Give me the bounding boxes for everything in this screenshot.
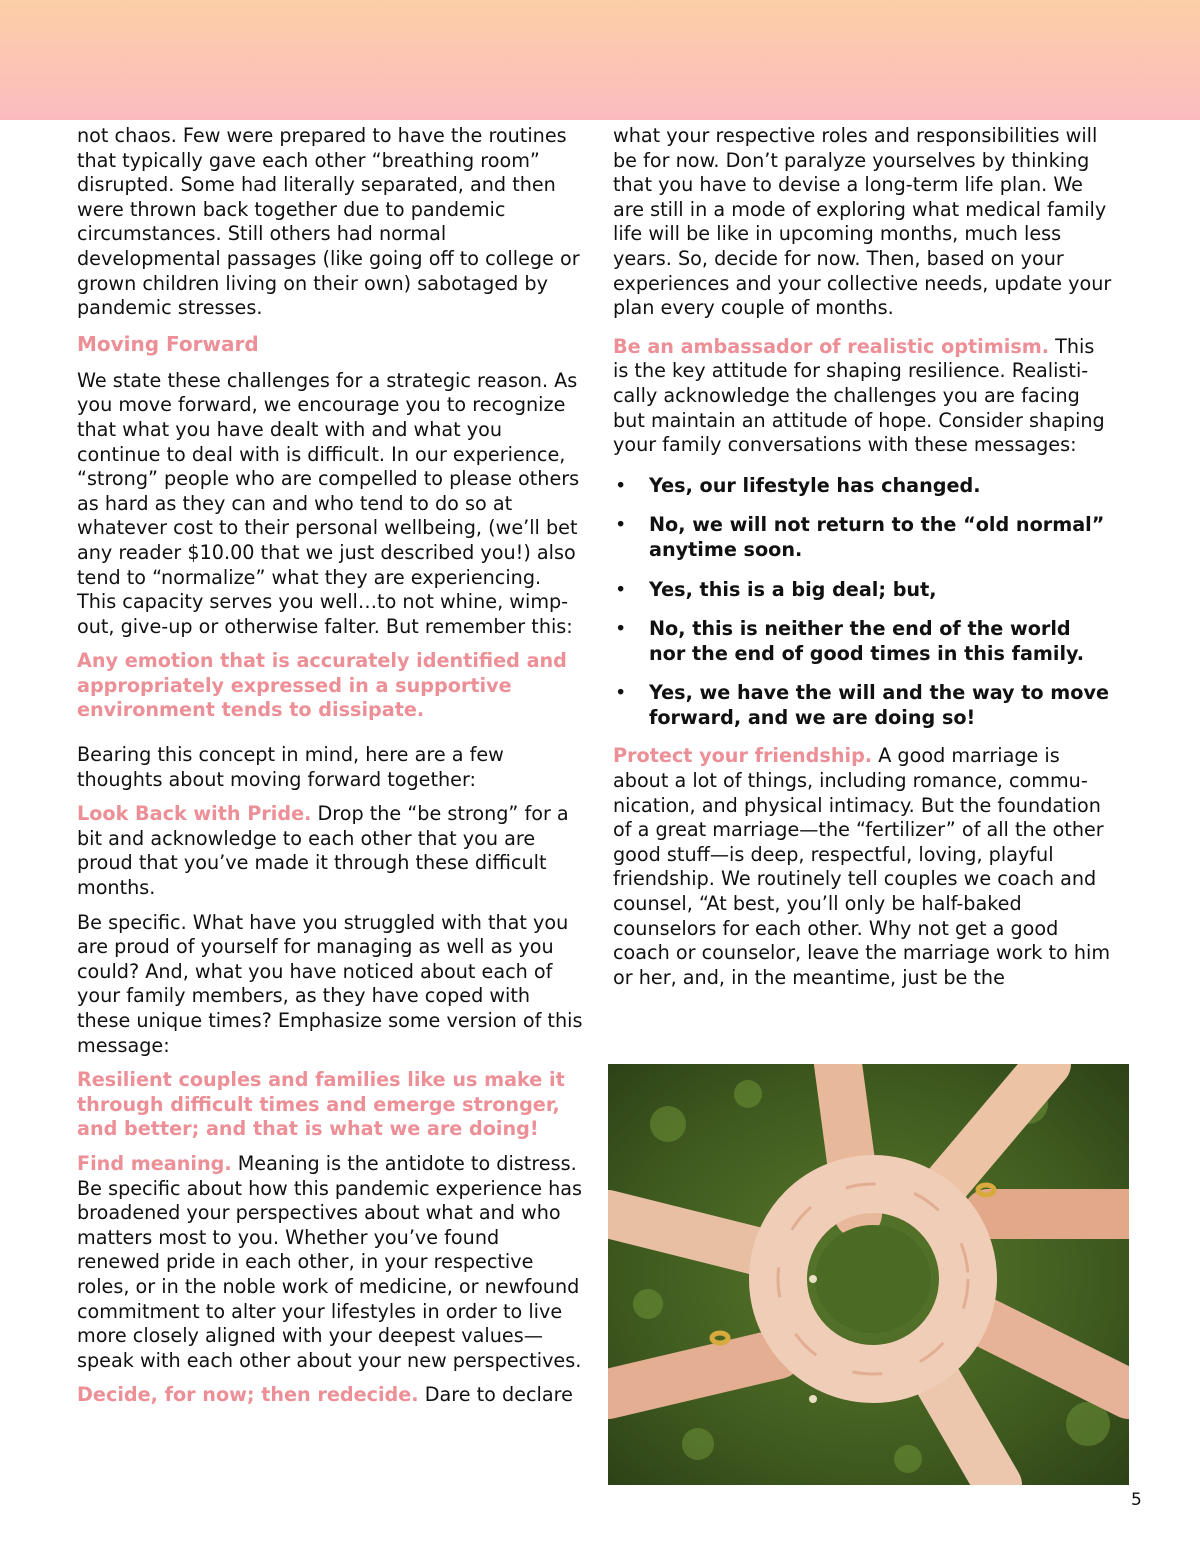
- paragraph-body: Meaning is the antidote to distress. Be specific about how this pandemic experience has broadened your perspectives about what and who matters most to you. Whether you’ve found renewed pride in each other, in your respective roles, or in the noble work of medicine, or newfound commitment to alter your lifestyles in order to live more closely aligned with your deepest values—speak with each other about your new perspectives.: [77, 1151, 583, 1372]
- paragraph-body: This is the key attitude for shaping resilience. Realistically acknowledge the challenges you are facing but maintain an attitude of hope. Consider shaping your family conversations with these messages:: [613, 334, 1105, 457]
- joined-hands-illustration: [608, 1064, 1129, 1485]
- paragraph: [77, 802, 583, 900]
- paragraph: Be specific. What have you struggled with that you are proud of yourself for managing as well as you could? And, what you have noticed about each of your family members, as they have coped with these unique times? Emphasize some version of this message:: [77, 910, 583, 1057]
- highlight-quote: Resilient couples and families like us make it through difficult times and emerge stronger, and better; and that is what we are doing!: [77, 1068, 565, 1141]
- list-item: [613, 474, 1113, 499]
- grass-center: [815, 1225, 931, 1333]
- bullet-icon: •: [615, 577, 627, 601]
- paragraph: [613, 744, 1113, 990]
- lead-in: Protect your friendship.: [613, 744, 873, 768]
- lead-in: Be an ambassador of realistic optimism.: [613, 334, 1050, 358]
- paragraph: not chaos. Few were prepared to have the routines that typically gave each other “breathing room” disrupted. Some had literally separated, and then were thrown back together due to pandemic circumstances. Still others had normal developmental passages (like going off to college or grown children living on their own) sabotaged by pandemic stresses.: [77, 124, 580, 320]
- joined-hands-photo: [608, 1064, 1129, 1485]
- bullet-icon: •: [615, 513, 627, 537]
- list-item: [613, 578, 1113, 603]
- clover-flower: [809, 1275, 817, 1283]
- message-list: [613, 474, 1113, 731]
- lead-in: Decide, for now; then redecide.: [77, 1383, 419, 1407]
- list-item-text: No, this is neither the end of the world nor the end of good times in this family.: [649, 617, 1085, 665]
- list-item-text: Yes, we have the will and the way to move forward, and we are doing so!: [649, 681, 1109, 729]
- page-number: 5: [1131, 1490, 1142, 1510]
- lead-in: Look Back with Pride.: [77, 802, 312, 826]
- list-item: [613, 513, 1113, 562]
- paragraph: [613, 335, 1113, 458]
- header-gradient-band: [0, 0, 1200, 120]
- paragraph: Bearing this concept in mind, here are a few thoughts about moving forward together:: [77, 743, 504, 791]
- bullet-icon: •: [615, 681, 627, 705]
- list-item: [613, 681, 1113, 730]
- list-item: [613, 617, 1113, 666]
- list-item-text: Yes, this is a big deal; but,: [649, 577, 937, 601]
- lead-in: Find meaning.: [77, 1151, 232, 1175]
- paragraph: what your respective roles and responsibilities will be for now. Don’t paralyze yourselves by thinking that you have to devise a long-term life plan. We are still in a mode of exploring what medical family life will be like in upcoming months, much less years. So, decide for now. Then, based on your experiences and your collective needs, update your plan every couple of months.: [613, 124, 1112, 320]
- bullet-icon: •: [615, 617, 627, 641]
- paragraph: [77, 1383, 583, 1408]
- paragraph-body: Dare to declare: [418, 1383, 573, 1407]
- paragraph-body: Drop the “be strong” for a bit and acknowledge to each other that you are proud that you’ve made it through these difficult months.: [77, 802, 569, 900]
- highlight-quote: Any emotion that is accurately identified and appropriately expressed in a supportive environment tends to dissipate.: [77, 649, 567, 722]
- right-column: [613, 124, 1113, 1000]
- paragraph: [77, 1152, 583, 1373]
- paragraph-body: A good marriage is about a lot of things, including romance, communication, and physical intimacy. But the foundation of a great marriage—the “fertilizer” of all the other good stuff—is deep, respectful, loving, playful friendship. We routinely tell couples we coach and counsel, “At best, you’ll only be half-baked counselors for each other. Why not get a good coach or counselor, leave the marriage work to him or her, and, in the meantime, just be the: [613, 744, 1111, 989]
- list-item-text: Yes, our lifestyle has changed.: [649, 473, 981, 497]
- bullet-icon: •: [615, 473, 627, 497]
- section-heading: Moving Forward: [77, 331, 259, 356]
- left-column: [77, 124, 583, 1418]
- paragraph: We state these challenges for a strategic reason. As you move forward, we encourage you to recognize that what you have dealt with and what you continue to deal with is difficult. In our experience, “strong” people who are compelled to please others as hard as they can and who tend to do so at whatever cost to their personal wellbeing, (we’ll bet any reader $10.00 that we just described you!) also tend to “normalize” what they are experiencing. This capacity serves you well…to not whine, wimp-out, give-up or otherwise falter. But remember this:: [77, 368, 580, 638]
- list-item-text: No, we will not return to the “old normal” anytime soon.: [649, 513, 1105, 561]
